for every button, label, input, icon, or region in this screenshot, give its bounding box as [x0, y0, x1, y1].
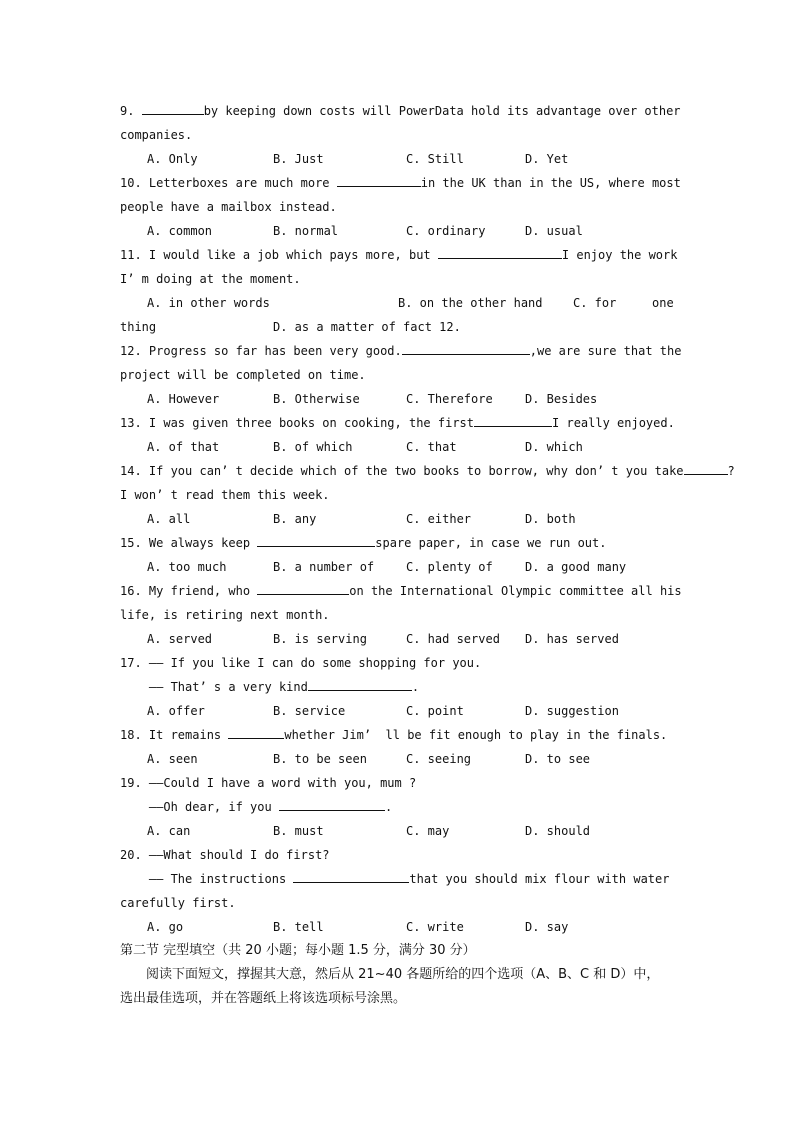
q18-line-1: 18. It remains whether Jim’ ll be fit enough to play in the finals. [120, 723, 680, 747]
q12-option-b[interactable]: B. Otherwise [273, 392, 360, 406]
q20-blank [293, 868, 409, 883]
q11-line-2: I’ m doing at the moment. [120, 272, 301, 286]
q16-blank [257, 580, 349, 595]
q11-line-1: 11. I would like a job which pays more, but I enjoy the work [120, 243, 680, 267]
q13-option-a[interactable]: A. of that [147, 440, 220, 454]
q11-option-a[interactable]: A. in other words [147, 296, 270, 310]
q18-option-c[interactable]: C. seeing [406, 752, 472, 766]
q19-line-1: 19. ——Could I have a word with you, mum ? [120, 776, 417, 790]
q19-option-d[interactable]: D. should [525, 824, 591, 838]
q15-option-b[interactable]: B. a number of [273, 560, 375, 574]
q10-option-d[interactable]: D. usual [525, 224, 583, 238]
q13-option-c[interactable]: C. that [406, 440, 457, 454]
q12-option-c[interactable]: C. Therefore [406, 392, 493, 406]
q16-options [120, 627, 680, 651]
q19-option-c[interactable]: C. may [406, 824, 450, 838]
section-heading: 第二节 完型填空（共 20 小题；每小题 1.5 分，满分 30 分） [120, 943, 476, 958]
q20-option-a[interactable]: A. go [147, 920, 184, 934]
q9-options [120, 147, 680, 171]
q14-option-a[interactable]: A. all [147, 512, 191, 526]
q11-option-c-cont: one [652, 296, 674, 310]
q9-option-b[interactable]: B. Just [273, 152, 324, 166]
q12-blank [402, 340, 530, 355]
q20-line-3: carefully first. [120, 896, 236, 910]
q19-options [120, 819, 680, 843]
q16-option-b[interactable]: B. is serving [273, 632, 367, 646]
q10-option-c[interactable]: C. ordinary [406, 224, 486, 238]
q18-option-a[interactable]: A. seen [147, 752, 198, 766]
q20-line-1: 20. ——What should I do first? [120, 848, 330, 862]
q14-option-c[interactable]: C. either [406, 512, 472, 526]
q14-options [120, 507, 680, 531]
q14-blank [684, 460, 728, 475]
q11-option-b[interactable]: B. on the other hand [398, 296, 543, 310]
q17-blank [308, 676, 412, 691]
q11-option-c-cont-2: thing [120, 320, 157, 334]
q12-options [120, 387, 680, 411]
q13-option-b[interactable]: B. of which [273, 440, 353, 454]
q19-line-2: ——Oh dear, if you . [120, 795, 680, 819]
q20-option-c[interactable]: C. write [406, 920, 464, 934]
q18-options [120, 747, 680, 771]
q15-option-c[interactable]: C. plenty of [406, 560, 493, 574]
q10-option-b[interactable]: B. normal [273, 224, 339, 238]
q14-option-d[interactable]: D. both [525, 512, 576, 526]
q9-line-1: 9. by keeping down costs will PowerData hold its advantage over other [120, 99, 680, 123]
q17-line-1: 17. —— If you like I can do some shopping for you. [120, 656, 482, 670]
q10-blank [337, 172, 421, 187]
q19-option-b[interactable]: B. must [273, 824, 324, 838]
q11-option-d[interactable]: D. as a matter of fact 12. [273, 320, 461, 334]
q14-line-1: 14. If you can’ t decide which of the two books to borrow, why don’ t you take ? [120, 459, 680, 483]
q12-line-1: 12. Progress so far has been very good. ,we are sure that the [120, 339, 680, 363]
q13-line-1: 13. I was given three books on cooking, the first I really enjoyed. [120, 411, 680, 435]
q14-option-b[interactable]: B. any [273, 512, 317, 526]
q11-options-1 [120, 291, 680, 315]
q17-options [120, 699, 680, 723]
q12-line-2: project will be completed on time. [120, 368, 366, 382]
q9-line-2: companies. [120, 128, 193, 142]
q18-option-b[interactable]: B. to be seen [273, 752, 367, 766]
q12-option-d[interactable]: D. Besides [525, 392, 598, 406]
q11-option-c[interactable]: C. for [573, 296, 617, 310]
q17-option-d[interactable]: D. suggestion [525, 704, 619, 718]
q10-line-2: people have a mailbox instead. [120, 200, 337, 214]
q20-option-b[interactable]: B. tell [273, 920, 324, 934]
q16-line-1: 16. My friend, who on the International Olympic committee all his [120, 579, 680, 603]
q10-line-1: 10. Letterboxes are much more in the UK than in the US, where most [120, 171, 680, 195]
q9-blank [142, 100, 204, 115]
q11-options-2 [120, 315, 680, 339]
q16-option-a[interactable]: A. served [147, 632, 213, 646]
q13-options [120, 435, 680, 459]
q12-option-a[interactable]: A. However [147, 392, 220, 406]
q10-option-a[interactable]: A. common [147, 224, 213, 238]
q17-option-a[interactable]: A. offer [147, 704, 205, 718]
q17-line-2: —— That’ s a very kind . [120, 675, 680, 699]
q9-option-c[interactable]: C. Still [406, 152, 464, 166]
section-instruction-2: 选出最佳选项，并在答题纸上将该选项标号涂黑。 [120, 991, 407, 1006]
q18-blank [228, 724, 284, 739]
q19-blank [279, 796, 385, 811]
q20-option-d[interactable]: D. say [525, 920, 569, 934]
q15-blank [257, 532, 375, 547]
q10-options [120, 219, 680, 243]
q18-option-d[interactable]: D. to see [525, 752, 591, 766]
section-instruction-1: 阅读下面短文，撑握其大意，然后从 21~40 各题所给的四个选项（A、B、C 和 D）中， [146, 967, 660, 982]
q17-option-b[interactable]: B. service [273, 704, 346, 718]
q14-line-2: I won’ t read them this week. [120, 488, 330, 502]
q19-option-a[interactable]: A. can [147, 824, 191, 838]
q16-line-2: life, is retiring next month. [120, 608, 330, 622]
q15-option-a[interactable]: A. too much [147, 560, 227, 574]
q13-option-d[interactable]: D. which [525, 440, 583, 454]
q20-options [120, 915, 680, 939]
q9-option-a[interactable]: A. Only [147, 152, 198, 166]
q9-option-d[interactable]: D. Yet [525, 152, 569, 166]
q13-blank [474, 412, 552, 427]
q20-line-2: —— The instructions that you should mix flour with water [120, 867, 680, 891]
q15-option-d[interactable]: D. a good many [525, 560, 627, 574]
q15-line-1: 15. We always keep spare paper, in case we run out. [120, 531, 680, 555]
q16-option-d[interactable]: D. has served [525, 632, 619, 646]
exam-sheet [120, 99, 735, 1011]
q17-option-c[interactable]: C. point [406, 704, 464, 718]
q11-blank [438, 244, 562, 259]
q15-options [120, 555, 680, 579]
q16-option-c[interactable]: C. had served [406, 632, 500, 646]
